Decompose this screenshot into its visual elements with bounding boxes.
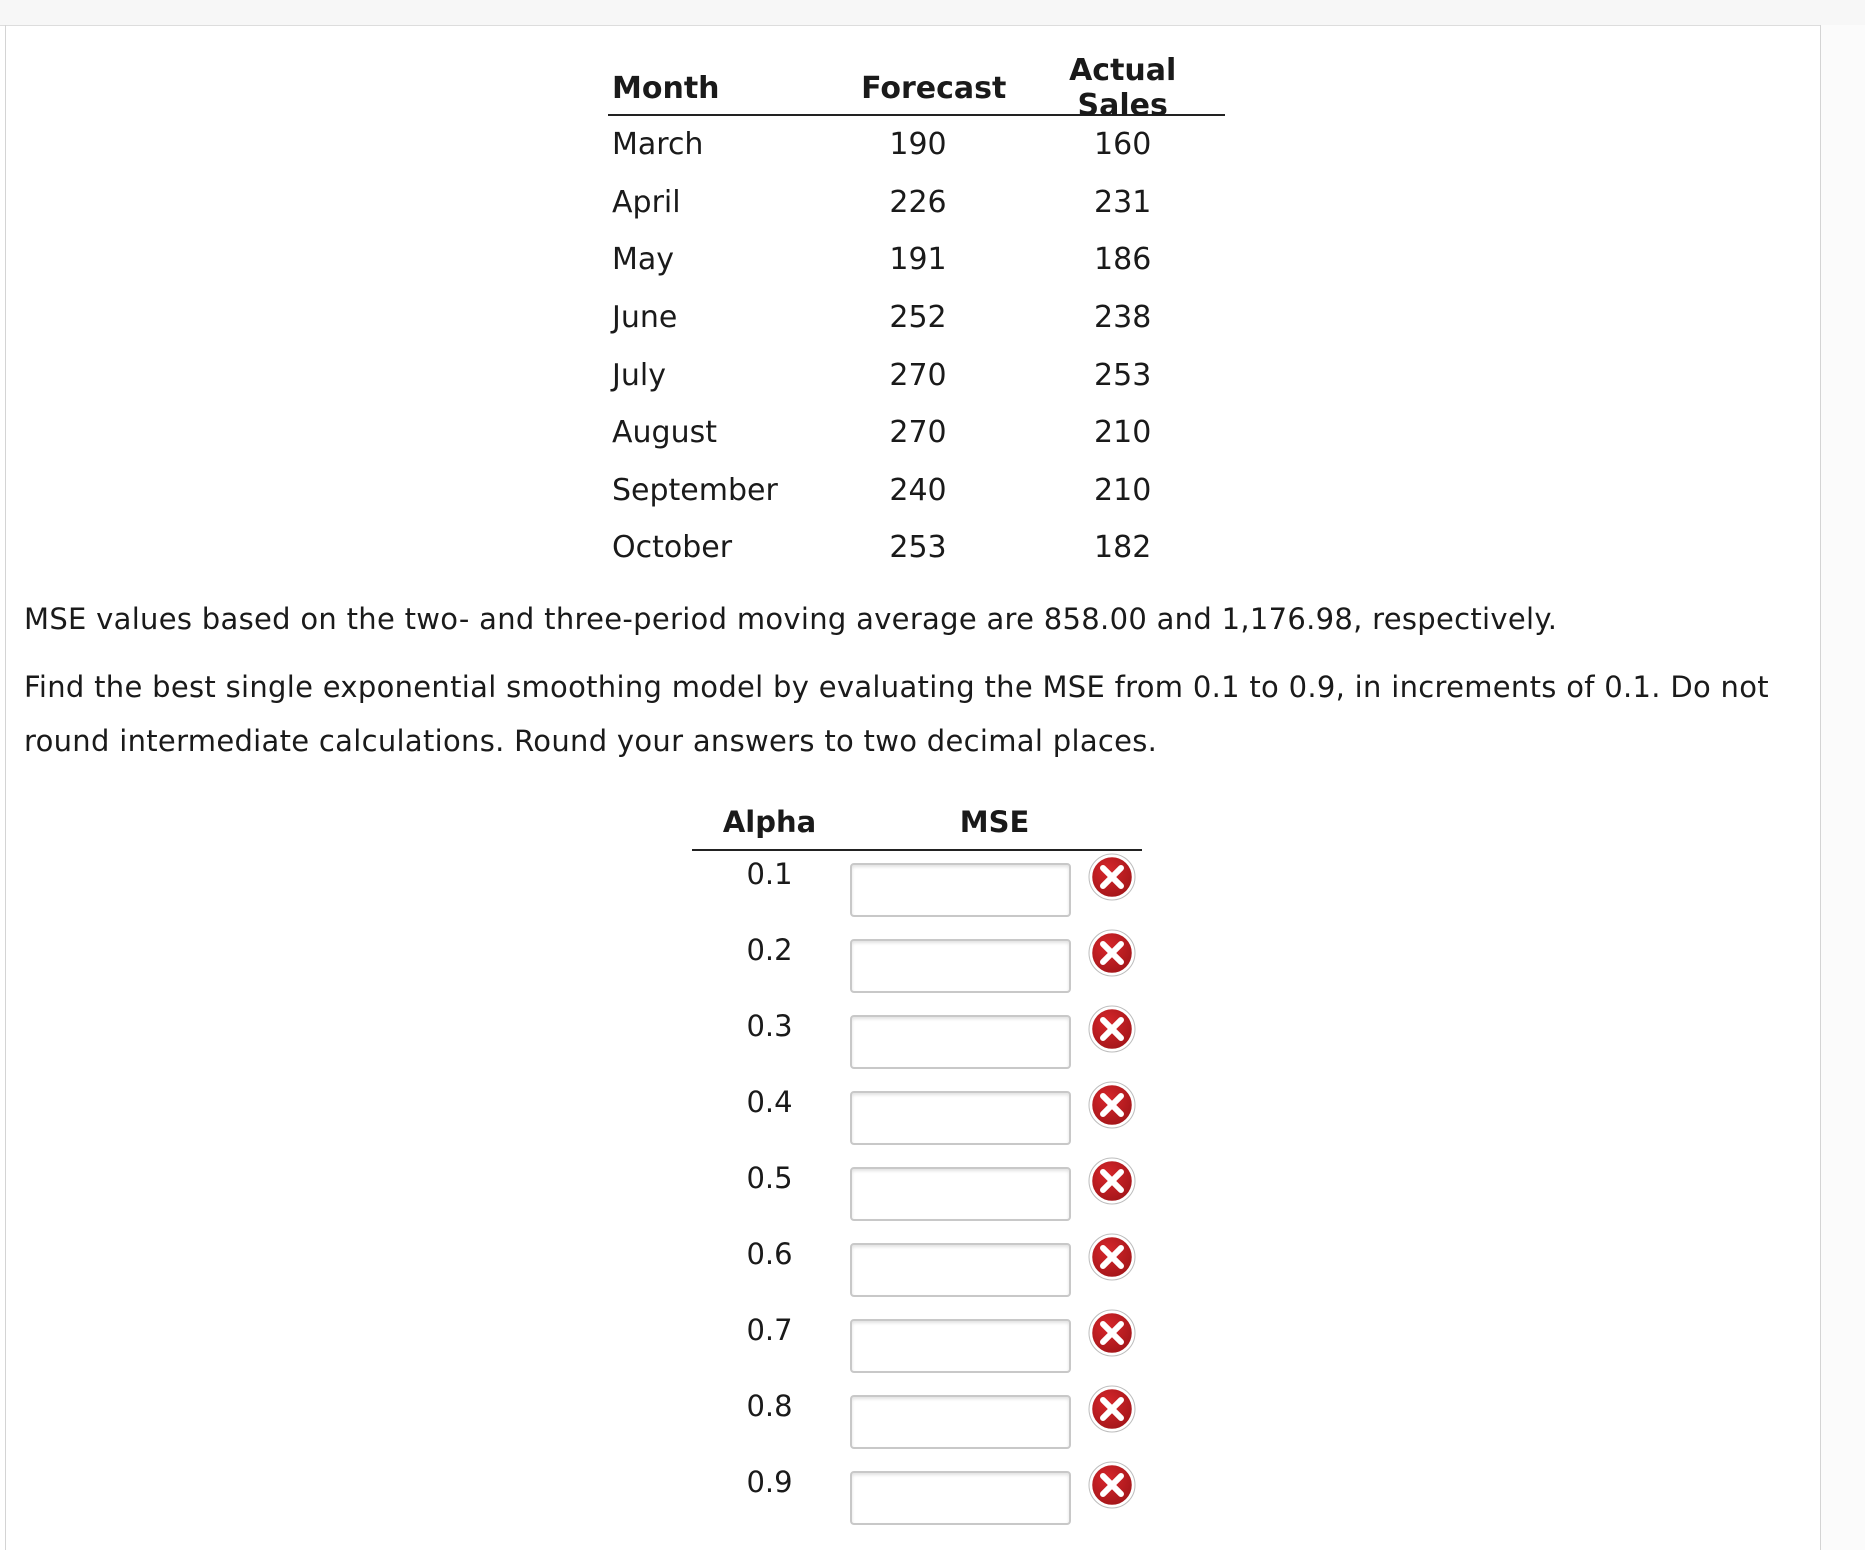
month-cell: August <box>612 415 717 451</box>
forecast-cell: 253 <box>889 530 947 566</box>
table-row <box>608 116 1225 174</box>
mse-input[interactable] <box>850 1471 1071 1525</box>
mse-input-wrapper <box>850 1243 1071 1297</box>
forecast-cell: 191 <box>889 242 947 278</box>
answer-row <box>692 1383 1142 1459</box>
actual-sales-cell: 210 <box>1094 472 1152 508</box>
table-row <box>608 462 1225 520</box>
forecast-cell: 240 <box>889 472 947 508</box>
mse-input-wrapper <box>850 1015 1071 1069</box>
alpha-value: 0.4 <box>746 1085 793 1119</box>
actual-sales-cell: 253 <box>1094 357 1152 393</box>
actual-sales-cell: 160 <box>1094 127 1152 163</box>
answer-table <box>692 795 1142 1535</box>
alpha-value: 0.8 <box>746 1389 793 1423</box>
table-row <box>608 231 1225 289</box>
mse-input-wrapper <box>850 939 1071 993</box>
forecast-cell: 226 <box>889 184 947 220</box>
x-circle-icon <box>1088 1081 1136 1129</box>
month-cell: September <box>612 472 778 508</box>
answer-row <box>692 1307 1142 1383</box>
table-row <box>608 519 1225 577</box>
x-circle-icon <box>1088 1233 1136 1281</box>
sales-table <box>608 53 1225 577</box>
right-gutter <box>1821 25 1865 1550</box>
answer-row <box>692 851 1142 927</box>
month-cell: April <box>612 184 681 220</box>
x-circle-icon <box>1088 1461 1136 1509</box>
header-mse: MSE <box>959 805 1030 839</box>
header-forecast: Forecast <box>861 70 1007 106</box>
mse-note: MSE values based on the two- and three-period moving average are 858.00 and 1,176.98, respectively. <box>24 602 1558 636</box>
mse-input[interactable] <box>850 1319 1071 1373</box>
alpha-value: 0.3 <box>746 1009 793 1043</box>
mse-input[interactable] <box>850 1091 1071 1145</box>
answer-row <box>692 927 1142 1003</box>
instructions: Find the best single exponential smoothing model by evaluating the MSE from 0.1 to 0.9, in increments of 0.1. Do not round intermediate calculations. Round your answers to two decimal places. <box>24 670 1769 758</box>
table-row <box>608 174 1225 232</box>
month-cell: May <box>612 242 675 278</box>
mse-input[interactable] <box>850 1243 1071 1297</box>
header-alpha: Alpha <box>722 805 817 839</box>
forecast-cell: 270 <box>889 357 947 393</box>
content-frame-left-border <box>5 25 6 1550</box>
answer-row <box>692 1459 1142 1535</box>
mse-input-wrapper <box>850 863 1071 917</box>
alpha-value: 0.1 <box>746 857 793 891</box>
mse-input-wrapper <box>850 1319 1071 1373</box>
x-circle-icon <box>1088 1385 1136 1433</box>
mse-input[interactable] <box>850 939 1071 993</box>
month-cell: March <box>612 127 704 163</box>
answer-row <box>692 1003 1142 1079</box>
x-circle-icon <box>1088 1005 1136 1053</box>
header-month: Month <box>612 70 720 106</box>
month-cell: June <box>612 300 678 336</box>
mse-input-wrapper <box>850 1471 1071 1525</box>
x-circle-icon <box>1088 1309 1136 1357</box>
x-circle-icon <box>1088 1157 1136 1205</box>
month-cell: October <box>612 530 733 566</box>
alpha-value: 0.2 <box>746 933 793 967</box>
answer-row <box>692 1155 1142 1231</box>
actual-sales-cell: 231 <box>1094 184 1152 220</box>
table-row <box>608 346 1225 404</box>
mse-input-wrapper <box>850 1167 1071 1221</box>
actual-sales-cell: 238 <box>1094 300 1152 336</box>
answer-table-body <box>692 851 1142 1535</box>
x-circle-icon <box>1088 929 1136 977</box>
forecast-cell: 270 <box>889 415 947 451</box>
month-cell: July <box>612 357 666 393</box>
alpha-value: 0.9 <box>746 1465 793 1499</box>
actual-sales-cell: 186 <box>1094 242 1152 278</box>
mse-input[interactable] <box>850 1167 1071 1221</box>
x-circle-icon <box>1088 853 1136 901</box>
alpha-value: 0.6 <box>746 1237 793 1271</box>
alpha-value: 0.5 <box>746 1161 793 1195</box>
mse-input-wrapper <box>850 1395 1071 1449</box>
mse-input[interactable] <box>850 1015 1071 1069</box>
alpha-value: 0.7 <box>746 1313 793 1347</box>
table-row <box>608 289 1225 347</box>
header-actual-sales: Actual Sales <box>1069 53 1177 123</box>
sales-table-body <box>608 116 1225 577</box>
table-row <box>608 404 1225 462</box>
answer-row <box>692 1231 1142 1307</box>
actual-sales-cell: 182 <box>1094 530 1152 566</box>
forecast-cell: 252 <box>889 300 947 336</box>
mse-input[interactable] <box>850 1395 1071 1449</box>
answer-table-header <box>692 795 1142 851</box>
sales-table-header <box>608 53 1225 123</box>
forecast-cell: 190 <box>889 127 947 163</box>
mse-input-wrapper <box>850 1091 1071 1145</box>
top-toolbar-strip <box>0 0 1865 26</box>
mse-input[interactable] <box>850 863 1071 917</box>
answer-row <box>692 1079 1142 1155</box>
actual-sales-cell: 210 <box>1094 415 1152 451</box>
